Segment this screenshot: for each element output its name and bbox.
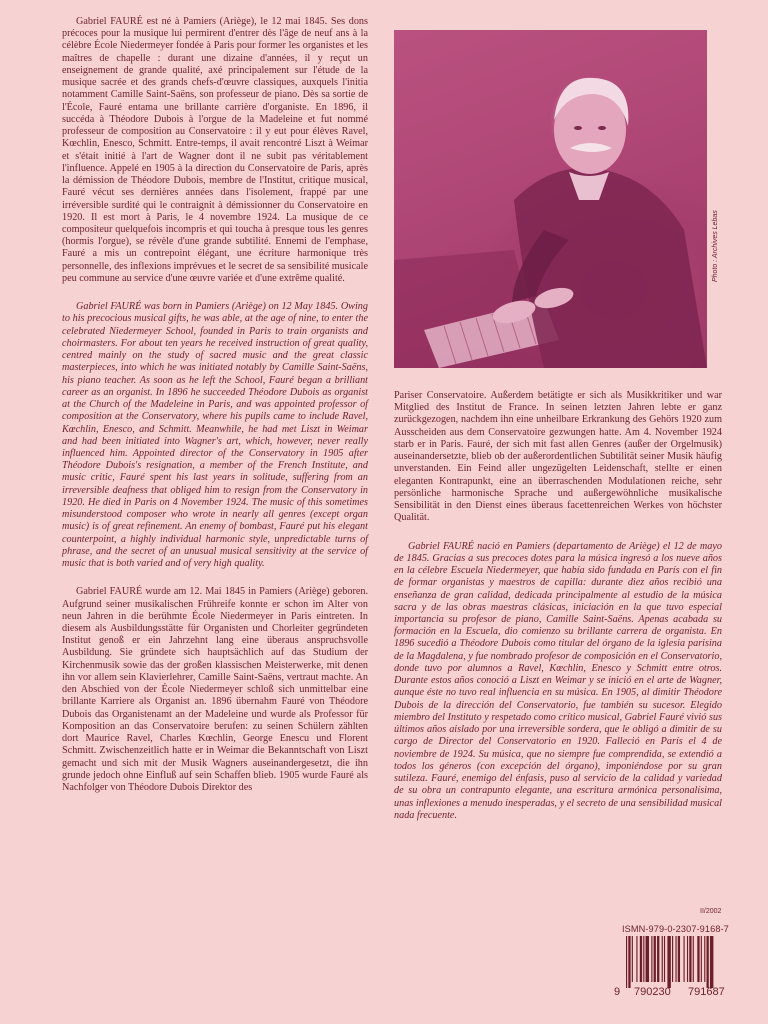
composer-portrait-photo (394, 30, 707, 368)
barcode-bar (675, 936, 676, 982)
right-text-column (394, 390, 722, 838)
barcode-bar (643, 936, 644, 982)
barcode-bar (632, 936, 633, 982)
barcode-bar (678, 936, 680, 982)
german-biography-continued: Pariser Conservatoire. Außerdem betätigte er sich als Musikkritiker und war Mitglied des Institut de France. In seinen letzten Jahren lebte er ganz zurückgezogen, nachdem ihn eine unheilbare Erkrankung des Gehörs 1920 zum Ausscheiden aus dem Conservatoire gezwungen hatte. Am 4. November 1924 starb er in Paris. Fauré, der sich mit fast allen Genres (außer der Orgelmusik) auseinandersetzte, blieb ob der außerordentlichen Subtilität seiner Musik häufig unverstanden. Ein Feind aller ungezügelten Leidenschaft, stellte er einen eleganten Kontrapunkt, eine an überraschenden Modulationen reiche, sehr persönliche harmonische Sprache und außergewöhnliche musikalische Sensibilität in den Dienst eines überaus facettenreichen Werkes von höchster Qualität. (394, 390, 722, 524)
barcode-bar (636, 936, 637, 982)
barcode-bar (646, 936, 649, 982)
barcode-bar (689, 936, 691, 982)
barcode-bar (651, 936, 652, 982)
barcode (626, 936, 742, 988)
barcode-bar (640, 936, 642, 982)
german-biography: Gabriel FAURÉ wurde am 12. Mai 1845 in Pamiers (Ariège) geboren. Aufgrund seiner musikalischen Frühreife konnte er schon im Alter von neun Jahren in die berühmte École Niedermeyer in Paris eintreten. In diesem als Ausbildungsstätte für Organisten und Chorleiter gegründeten Institut genoß er ein Jahrzehnt lang eine überaus anspruchsvolle Ausbildung. Sie gründete sich hauptsächlich auf das Studium der Kirchenmusik sowie das der großen klassischen Meisterwerke, mit denen ihn vor allem sein Klavierlehrer, Camille Saint-Saëns, vertraut machte. An den Abschied von der École Niedermeyer schloß sich unmittelbar eine brillante Karriere als Organist an. 1896 übernahm Fauré von Théodore Dubois das Organistenamt an der Madeleine und wurde als Professor für Komposition an das Conservatoire berufen: zu seinen Schülern zählten dort Maurice Ravel, Charles Kœchlin, George Enescu und Florent Schmitt. Zwischenzeitlich hatte er in Weimar die Bekanntschaft von Liszt gemacht und sich mit der Musik Wagners auseinandergesetzt, die ihn grunde jedoch ohne Einfluß auf sein Schaffen blieb. 1905 wurde Fauré als Nachfolger von Théodore Dubois Direktor des (62, 586, 368, 794)
edition-code: II/2002 (700, 908, 722, 915)
barcode-digit-lead: 9 (614, 986, 621, 998)
spanish-biography: Gabriel FAURÉ nació en Pamiers (departamento de Ariège) el 12 de mayo de 1845. Gracias a sus precoces dotes para la música ingresó a los nueve años en la célebre Escuela Niedermeyer, que había sido fundada en París con el fin de formar organistas y maestros de capilla: durante diez años recibió una enseñanza de gran calidad, dedicada principalmente al estudio de la música sacra y de las obras maestras clásicas, iniciación en la que tuvo especial importancia su profesor de piano, Camille Saint-Saëns. Apenas acabada su formación en la Escuela, dio comienzo su brillante carrera de organista. En 1896 sucedió a Théodore Dubois como titular del órgano de la iglesia parisina de la Magdalena, y fue nombrado profesor de composición en el Conservatorio, donde tuvo por alumnos a Ravel, Kœchlin, Enesco y Schmitt entre otros. Durante estos años conoció a Liszt en Weimar y se inició en el arte de Wagner, aunque éste no tuvo real influencia en su música. En 1905, al dimitir Théodore Dubois de la dirección del Conservatorio, fue también su sucesor. Elegido miembro del Instituto y respetado como crítico musical, Gabriel Fauré vivió sus últimos años aislado por una irreversible sordera, que le obligó a dimitir de su cargo de Director del Conservatorio en 1920. Falleció en París el 4 de noviembre de 1924. Su música, que no siempre fue comprendida, se extendió a todos los géneros (con excepción del órgano), imponiéndose por su gran sutileza. Fauré, enemigo del énfasis, puso al servicio de la calidad y variedad de su obra un contrapunto elegante, una escritura armónica personalísima, unas inflexiones a menudo inesperadas, y el secreto de una sensibilidad musical nada frecuente. (394, 540, 722, 821)
english-biography: Gabriel FAURÉ was born in Pamiers (Ariège) on 12 May 1845. Owing to his precocious musical gifts, he was able, at the age of nine, to enter the celebrated Niedermeyer School, founded in Paris to train organists and choirmasters. For about ten years he received instruction of great quality, centred mainly on the study of sacred music and the great classic masterpieces, into which he was initiated notably by Camille Saint-Saëns, his piano teacher. As soon as he left the School, Fauré began a brilliant career as an organist. In 1896 he succeeded Théodore Dubois as organist at the Church of the Madeleine in Paris, and was appointed professor of composition at the Conservatory, where his pupils came to include Ravel, Kœchlin, Enesco, and Schmitt. Meanwhile, he had met Liszt in Weimar and had been initiated into Wagner's art, which, however, never really influenced him. Appointed director of the Conservatory in 1905 after Théodore Dubois's resignation, a member of the French Institute, and music critic, Fauré spent his last years in solitude, suffering from an irreversible deafness that obliged him to resign from the Conservatory in 1920. He died in Paris on 4 November 1924. The music of this sometimes misunderstood composer who wrote in nearly all genres (except organ music) is of great refinement. An enemy of bombast, Fauré put his elegant counterpoint, a highly individual harmonic style, unpredictable turns of phrase, and the secret of an unusual musical sensitivity at the service of music that is both varied and of very high quality. (62, 301, 368, 570)
barcode-bar (707, 936, 709, 988)
barcode-digit-group-right: 791687 (688, 986, 725, 998)
barcode-bar (704, 936, 705, 982)
barcode-digit-group-left: 790230 (634, 986, 671, 998)
photo-credit: Photo : Archives Lebas (712, 210, 719, 282)
barcode-bar (664, 936, 665, 982)
barcode-bar (684, 936, 685, 982)
barcode-bar (657, 936, 659, 982)
barcode-bar (628, 936, 630, 988)
barcode-bar (693, 936, 694, 982)
barcode-bar (667, 936, 670, 988)
portrait-illustration (394, 30, 707, 368)
barcode-bar (626, 936, 627, 988)
ismn-number: ISMN-979-0-2307-9168-7 (622, 924, 729, 934)
barcode-bar (710, 936, 713, 988)
barcode-bar (697, 936, 699, 982)
left-text-column (62, 16, 368, 810)
barcode-bar (672, 936, 673, 982)
barcode-bar (701, 936, 702, 982)
french-biography: Gabriel FAURÉ est né à Pamiers (Ariège), le 12 mai 1845. Ses dons précoces pour la musique lui permirent d'entrer dès l'âge de neuf ans à la célèbre École Niedermeyer fondée à Paris pour former les organistes et les maîtres de chapelle : durant une dizaine d'années, il y reçut un enseignement de grande qualité, axé principalement sur l'étude de la musique sacrée et des grands chefs-d'œuvre classiques, auxquels l'initia notamment Camille Saint-Saëns, son professeur de piano. Dès sa sortie de l'École, Fauré entama une brillante carrière d'organiste. En 1896, il succéda à Théodore Dubois à l'orgue de la Madeleine et fut nommé professeur de composition au Conservatoire : il y eut pour élèves Ravel, Kœchlin, Enesco, Schmitt. Entre-temps, il avait rencontré Liszt à Weimar et s'était initié à l'art de Wagner dont il ne subit pas véritablement l'influence. Appelé en 1905 à la direction du Conservatoire de Paris, après la démission de Théodore Dubois, membre de l'Institut, critique musical, Fauré vécut ses dernières années dans l'isolement, frappé par une irréversible surdité qui le contraignit à démissionner du Conservatoire en 1920. Il est mort à Paris, le 4 novembre 1924. La musique de ce compositeur quelquefois incompris et qui toucha à presque tous les genres (hormis l'orgue), se révèle d'une grande subtilité. Ennemi de l'emphase, Fauré a mis un contrepoint élégant, une écriture harmonique très personnelle, des inflexions imprévues et le secret de sa sensibilité musicale peu commune au service d'une œuvre variée et d'une extrême qualité. (62, 16, 368, 284)
barcode-bar (687, 936, 688, 982)
barcode-bar (662, 936, 663, 982)
barcode-bar (654, 936, 656, 982)
